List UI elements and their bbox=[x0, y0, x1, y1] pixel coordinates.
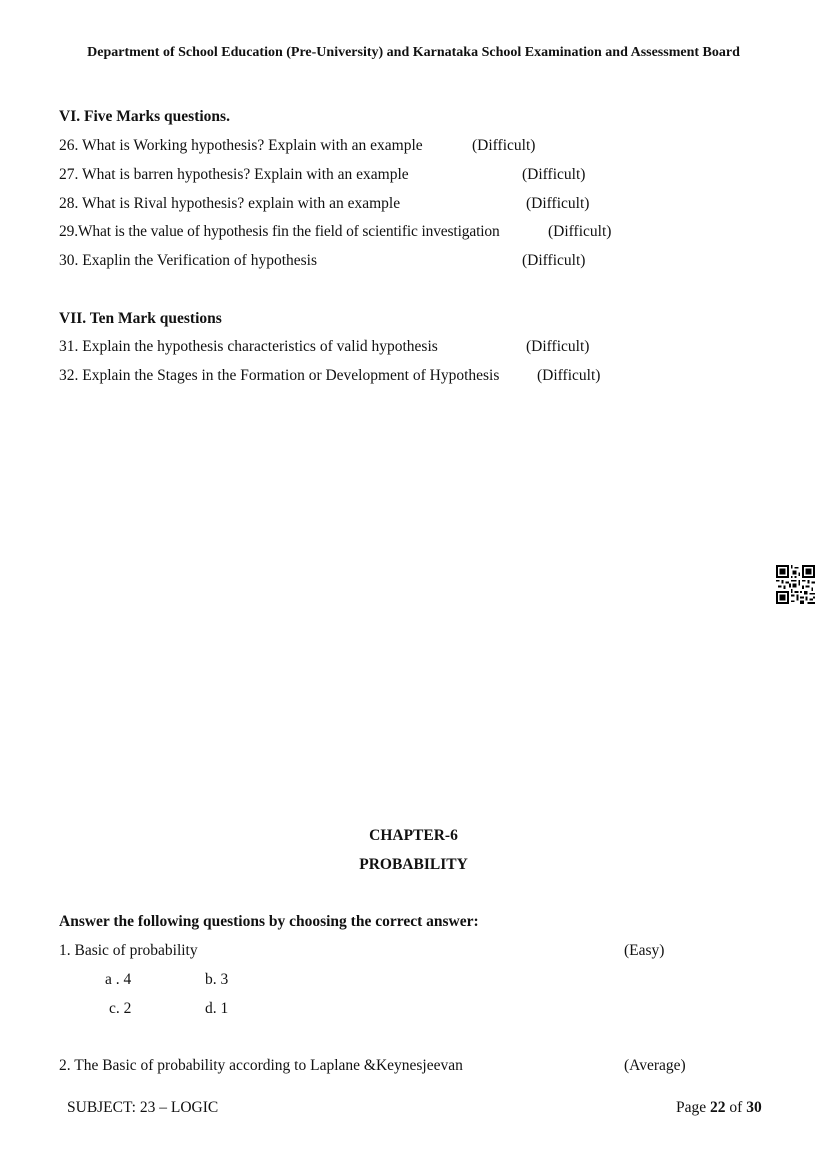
page-of-label: of bbox=[729, 1099, 743, 1116]
mcq-option-b: b. 3 bbox=[205, 971, 229, 988]
question-27-level: (Difficult) bbox=[522, 166, 586, 183]
chapter-title: PROBABILITY bbox=[359, 856, 468, 873]
question-31-level: (Difficult) bbox=[526, 338, 590, 355]
mcq-question-1-level: (Easy) bbox=[624, 942, 665, 959]
mcq-option-d: d. 1 bbox=[205, 1000, 229, 1017]
footer-page-number bbox=[676, 1100, 762, 1116]
mcq-question-2: 2. The Basic of probability according to Laplane &Keynesjeevan bbox=[59, 1057, 463, 1074]
question-30-level: (Difficult) bbox=[522, 252, 586, 269]
mcq-question-1: 1. Basic of probability bbox=[59, 942, 198, 959]
chapter-number: CHAPTER-6 bbox=[369, 827, 458, 844]
question-28-level: (Difficult) bbox=[526, 195, 590, 212]
mcq-option-a: a . 4 bbox=[105, 971, 132, 988]
section-vi-title: VI. Five Marks questions. bbox=[59, 108, 230, 125]
question-32: 32. Explain the Stages in the Formation or Development of Hypothesis bbox=[59, 367, 500, 384]
section-vii-title: VII. Ten Mark questions bbox=[59, 310, 222, 327]
question-31: 31. Explain the hypothesis characteristics of valid hypothesis bbox=[59, 338, 438, 355]
mcq-instruction: Answer the following questions by choosing the correct answer: bbox=[59, 913, 479, 930]
total-pages: 30 bbox=[746, 1099, 762, 1116]
question-29: 29.What is the value of hypothesis fin the field of scientific investigation bbox=[59, 223, 500, 240]
question-30: 30. Exaplin the Verification of hypothesis bbox=[59, 252, 317, 269]
mcq-option-c: c. 2 bbox=[109, 1000, 132, 1017]
page-header: Department of School Education (Pre-University) and Karnataka School Examination and Assessment Board bbox=[87, 45, 740, 60]
current-page: 22 bbox=[710, 1099, 726, 1116]
footer-subject: SUBJECT: 23 – LOGIC bbox=[67, 1099, 219, 1116]
qr-code-icon bbox=[776, 565, 815, 604]
question-27: 27. What is barren hypothesis? Explain with an example bbox=[59, 166, 409, 183]
question-28: 28. What is Rival hypothesis? explain with an example bbox=[59, 195, 401, 212]
question-26: 26. What is Working hypothesis? Explain with an example bbox=[59, 137, 423, 154]
question-29-level: (Difficult) bbox=[548, 223, 612, 240]
question-26-level: (Difficult) bbox=[472, 137, 536, 154]
mcq-question-2-level: (Average) bbox=[624, 1057, 686, 1074]
question-32-level: (Difficult) bbox=[537, 367, 601, 384]
page-label: Page bbox=[676, 1099, 707, 1116]
